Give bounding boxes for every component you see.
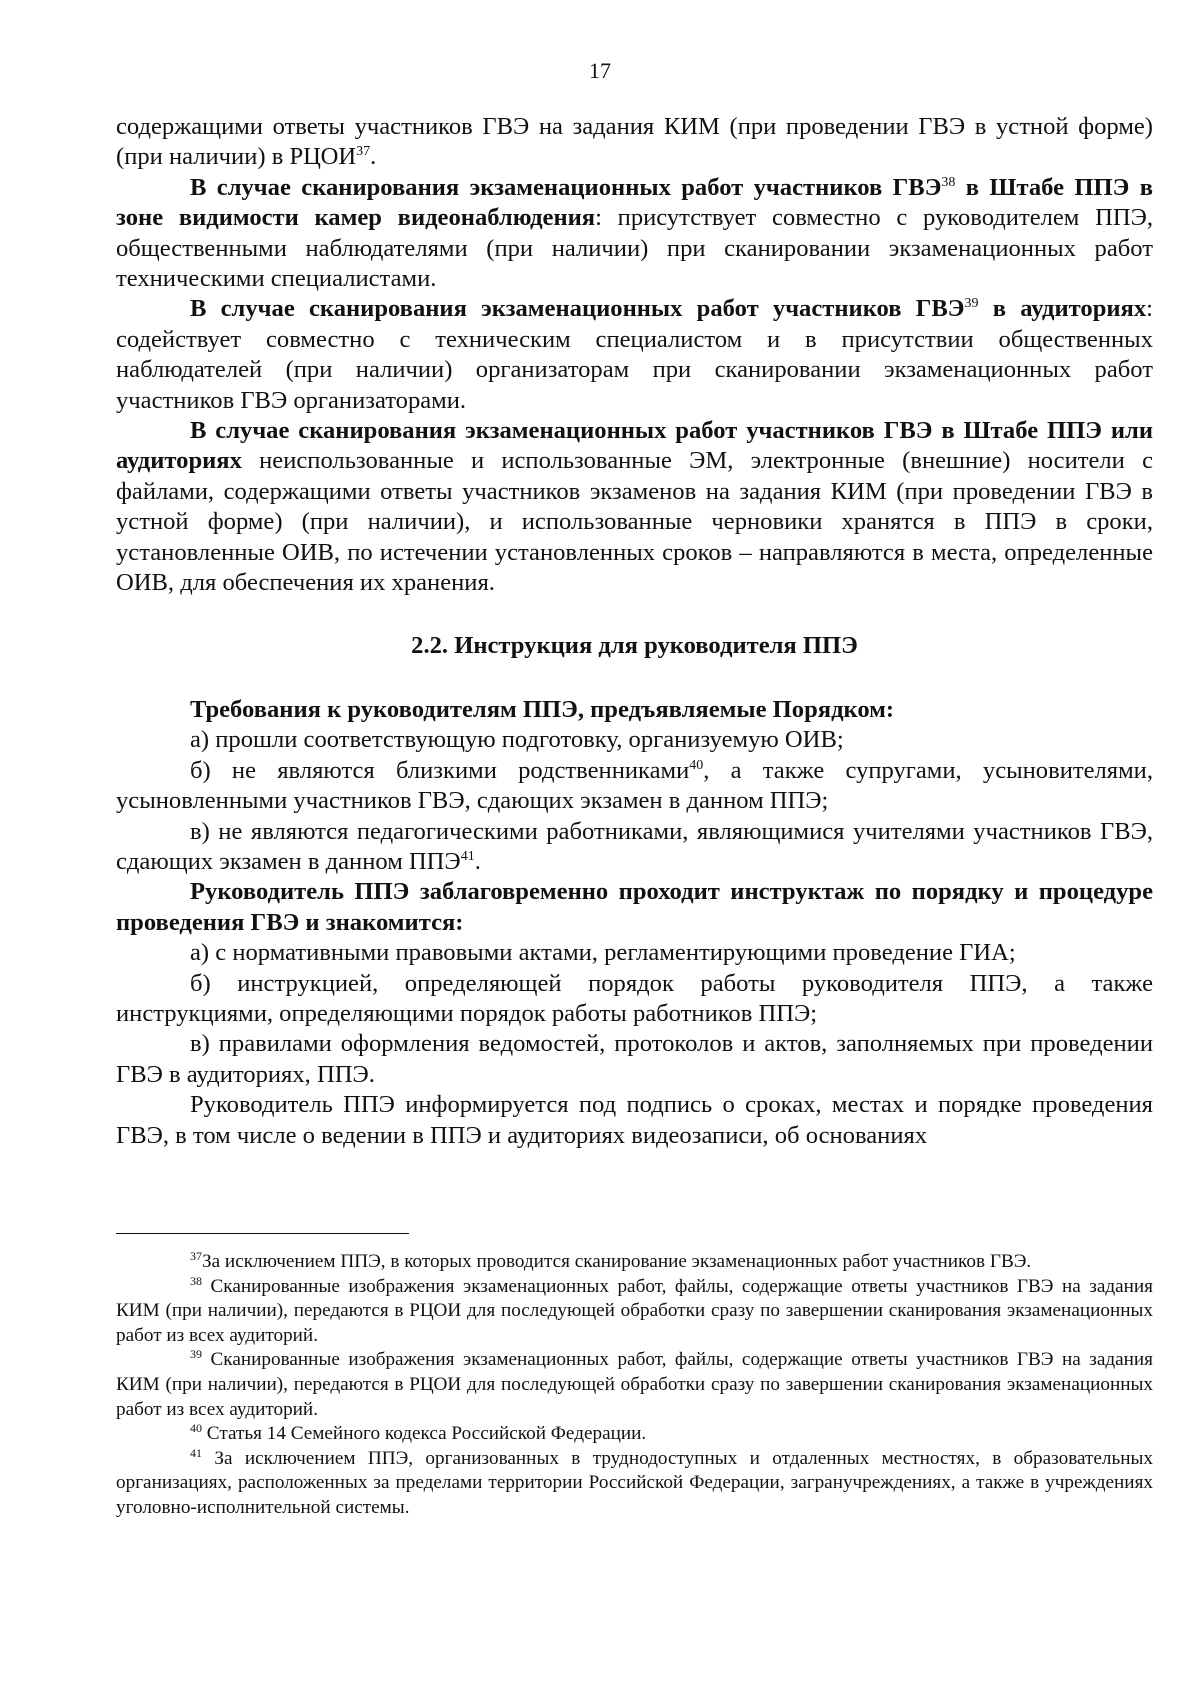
footnote-ref[interactable]: 38 (941, 174, 956, 190)
paragraph-storage (116, 416, 1153, 598)
footnote-text: Сканированные изображения экзаменационных работ, файлы, содержащие ответы участников ГВЭ на задания КИМ (при наличии), передаются в РЦОИ для последующей обработки сразу по завершении сканирования экзаменационных работ из всех аудиторий. (116, 1275, 1153, 1346)
bold-lead: В случае сканирования экзаменационных работ участников ГВЭ в Штабе ППЭ или аудиториях (116, 417, 1153, 475)
paragraph-continuation (116, 112, 1153, 173)
footnote-text: Сканированные изображения экзаменационных работ, файлы, содержащие ответы участников ГВЭ на задания КИМ (при наличии), передаются в РЦОИ для последующей обработки сразу по завершении сканирования экзаменационных работ из всех аудиторий. (116, 1349, 1153, 1420)
footnote (116, 1422, 1153, 1447)
paragraph-end: . (370, 143, 377, 171)
footnote-text: Статья 14 Семейного кодекса Российской Федерации. (202, 1423, 647, 1445)
list-item: а) прошли соответствующую подготовку, организуемую ОИВ; (190, 726, 844, 754)
footnote-ref[interactable]: 37 (356, 144, 371, 160)
bold-lead: В случае сканирования экзаменационных работ участников ГВЭ (190, 173, 942, 201)
list-item-text: , а также супругами, усыновителями, усыновленными участников ГВЭ, сдающих экзамен в данном ППЭ; (116, 756, 1153, 815)
footnote (116, 1348, 1153, 1422)
footnote-ref[interactable]: 40 (689, 757, 704, 773)
bold-lead: в аудиториях (978, 295, 1147, 323)
footnote-separator (116, 1233, 409, 1234)
list-item: в) правилами оформления ведомостей, протоколов и актов, заполняемых при проведении ГВЭ в аудиториях, ППЭ. (116, 1030, 1153, 1088)
footnote-number: 39 (190, 1347, 202, 1362)
list-item (116, 756, 1153, 817)
paragraph-text: : содействует совместно с техническим специалистом и в присутствии общественных наблюдателей (при наличии) организаторам при сканировании экзаменационных работ участников ГВЭ организаторами. (116, 295, 1153, 414)
section-heading: 2.2. Инструкция для руководителя ППЭ (411, 631, 858, 659)
bold-lead: В случае сканирования экзаменационных работ участников ГВЭ (190, 295, 965, 323)
footnote-ref[interactable]: 39 (964, 296, 979, 312)
paragraph-scanning-rooms (116, 294, 1153, 416)
list-item-text: б) не являются близкими родственниками (190, 756, 690, 784)
footnote (116, 1447, 1153, 1521)
paragraph-text: : присутствует совместно с руководителем ППЭ, общественными наблюдателями (при наличии) при сканировании экзаменационных работ техническими специалистами. (116, 204, 1153, 293)
footnotes (116, 1250, 1153, 1521)
footnote-number: 40 (190, 1421, 202, 1436)
list-item: а) с нормативными правовыми актами, регламентирующими проведение ГИА; (190, 939, 1016, 967)
bold-lead: в Штабе ППЭ в зоне видимости камер видеонаблюдения (116, 173, 1154, 232)
footnote-number: 41 (190, 1445, 202, 1460)
briefing-title: Руководитель ППЭ заблаговременно проходит инструктаж по порядку и процедуре проведения ГВЭ и знакомится: (116, 878, 1153, 936)
footnote-text: За исключением ППЭ, в которых проводится сканирование экзаменационных работ участников ГВЭ. (202, 1251, 1032, 1272)
list-item-text: . (474, 847, 481, 875)
paragraph-scanning-hq (116, 173, 1153, 295)
paragraph-informed: Руководитель ППЭ информируется под подпись о сроках, местах и порядке проведения ГВЭ, в том числе о ведении в ППЭ и аудиториях видеозаписи, об основаниях (116, 1091, 1153, 1149)
footnote-number: 38 (190, 1273, 202, 1288)
paragraph-text: содержащими ответы участников ГВЭ на задания КИМ (при проведении ГВЭ в устной форме) (при наличии) в РЦОИ (116, 113, 1153, 171)
page-number: 17 (589, 58, 611, 83)
requirements-title: Требования к руководителям ППЭ, предъявляемые Порядком: (190, 695, 895, 723)
footnote-number: 37 (190, 1249, 202, 1263)
footnote-ref[interactable]: 41 (460, 848, 475, 864)
footnote (116, 1250, 1153, 1275)
list-item: б) инструкцией, определяющей порядок работы руководителя ППЭ, а также инструкциями, определяющими порядок работы работников ППЭ; (116, 969, 1153, 1027)
paragraph-text: неиспользованные и использованные ЭМ, электронные (внешние) носители с файлами, содержащими ответы участников экзаменов на задания КИМ (при проведении ГВЭ в устной форме) (при наличии), и использованные черновики хранятся в ППЭ в сроки, установленные ОИВ, по истечении установленных сроков – направляются в места, определенные ОИВ, для обеспечения их хранения. (116, 447, 1153, 597)
list-item (116, 817, 1153, 878)
main-text (116, 112, 1153, 1151)
footnote-text: За исключением ППЭ, организованных в труднодоступных и отдаленных местностях, в образовательных организациях, расположенных за пределами территории Российской Федерации, загранучреждениях, а также в учреждениях уголовно-исполнительной системы. (116, 1447, 1153, 1518)
list-item-text: в) не являются педагогическими работниками, являющимися учителями участников ГВЭ, сдающих экзамен в данном ППЭ (116, 817, 1153, 875)
footnote (116, 1275, 1153, 1349)
